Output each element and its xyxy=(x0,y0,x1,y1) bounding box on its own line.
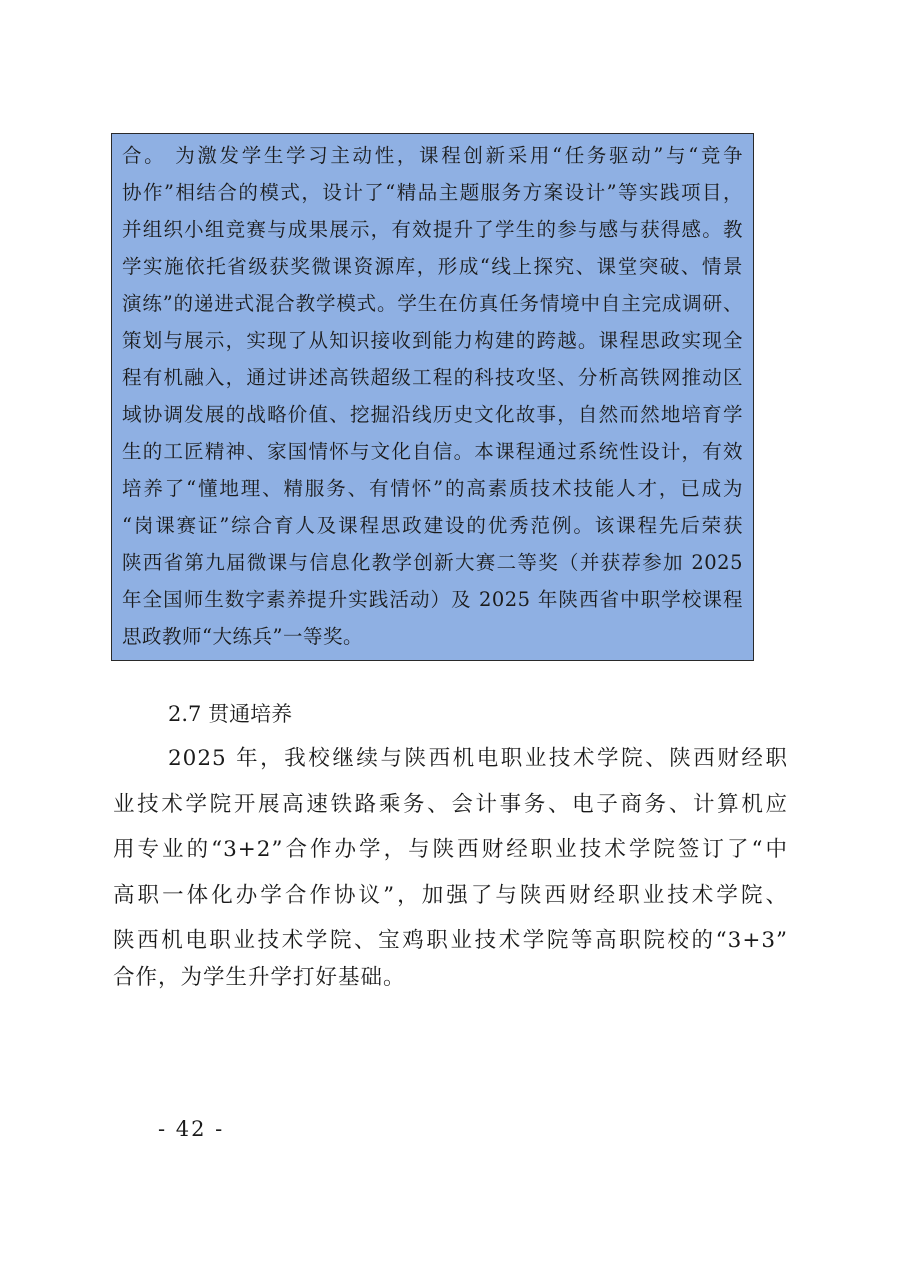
box-text-line: 学实施依托省级获奖微课资源库，形成“线上探究、课堂突破、情景 xyxy=(122,255,743,278)
paragraph-line: 用专业的“3+2”合作办学，与陕西财经职业技术学院签订了“中 xyxy=(113,837,788,862)
box-text-line: 陕西省第九届微课与信息化教学创新大赛二等奖（并获荐参加 2025 xyxy=(122,551,743,574)
box-text-line: 演练”的递进式混合教学模式。学生在仿真任务情境中自主完成调研、 xyxy=(122,292,743,315)
box-text-line: “岗课赛证”综合育人及课程思政建设的优秀范例。该课程先后荣获 xyxy=(122,514,743,537)
box-text-line: 并组织小组竞赛与成果展示，有效提升了学生的参与感与获得感。教 xyxy=(122,218,743,241)
box-text-line: 程有机融入，通过讲述高铁超级工程的科技攻坚、分析高铁网推动区 xyxy=(122,366,743,389)
paragraph-line: 合作，为学生升学打好基础。 xyxy=(113,965,406,990)
section-heading: 2.7 贯通培养 xyxy=(168,702,293,726)
highlighted-text-box xyxy=(111,133,754,661)
box-text-line: 生的工匠精神、家国情怀与文化自信。本课程通过系统性设计，有效 xyxy=(122,440,743,463)
box-text-line: 合。 为激发学生学习主动性，课程创新采用“任务驱动”与“竞争 xyxy=(122,144,743,167)
box-text-line: 年全国师生数字素养提升实践活动）及 2025 年陕西省中职学校课程 xyxy=(122,588,743,611)
page-number: - 42 - xyxy=(158,1117,225,1141)
box-text-line: 思政教师“大练兵”一等奖。 xyxy=(122,625,363,648)
paragraph-line: 2025 年，我校继续与陕西机电职业技术学院、陕西财经职 xyxy=(168,746,788,771)
box-text-line: 协作”相结合的模式，设计了“精品主题服务方案设计”等实践项目， xyxy=(122,181,743,204)
box-text-line: 培养了“懂地理、精服务、有情怀”的高素质技术技能人才，已成为 xyxy=(122,477,743,500)
box-text-line: 域协调发展的战略价值、挖掘沿线历史文化故事，自然而然地培育学 xyxy=(122,403,743,426)
paragraph-line: 高职一体化办学合作协议”，加强了与陕西财经职业技术学院、 xyxy=(113,883,788,908)
paragraph-line: 业技术学院开展高速铁路乘务、会计事务、电子商务、计算机应 xyxy=(113,792,788,817)
paragraph-line: 陕西机电职业技术学院、宝鸡职业技术学院等高职院校的“3+3” xyxy=(113,928,788,953)
box-text-line: 策划与展示，实现了从知识接收到能力构建的跨越。课程思政实现全 xyxy=(122,329,743,352)
